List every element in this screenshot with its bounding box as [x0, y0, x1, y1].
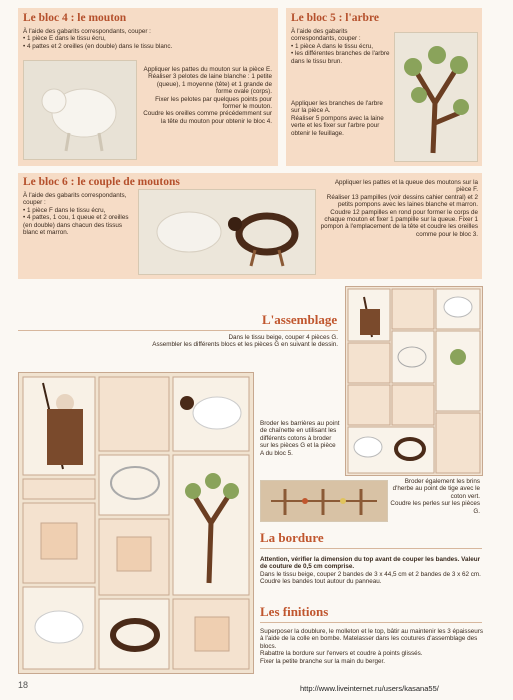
finitions-line: Superposer la doublure, le molleton et le top, bâtir au maintenir les 3 épaisseurs à l'aide de la colle en bombe. Matelasser dans les coutures d'assemblage des blocs. [260, 628, 483, 650]
bordure-line: Dans le tissu beige, couper 2 bandes de 3 x 44,5 cm et 2 bandes de 3 x 62 cm. Coudre les bandes tout autour du panneau. [260, 570, 481, 586]
bloc6-title: Le bloc 6 : le couple de moutons [23, 176, 180, 188]
bloc6-intro-line: • 1 pièce F dans le tissu écru, [23, 206, 106, 214]
bordure-warning: Attention, vérifier la dimension du top avant de couper les bandes. Valeur de couture de 0,5 cm comprise. [260, 556, 481, 571]
tree-illustration [395, 33, 477, 161]
bloc5-tree-photo [394, 32, 478, 162]
bloc4-panel [18, 8, 278, 166]
bloc6-intro-line: • 4 pattes, 1 cou, 1 queue et 2 oreilles (en double) dans chacun des tissus blanc et marron. [23, 214, 129, 237]
quilt-photo [18, 372, 254, 674]
herbe-text [390, 478, 480, 515]
assemblage-line: Assembler les différents blocs et les pièces G en suivant le dessin. [152, 341, 338, 349]
finitions-line: Fixer la petite branche sur la main du berger. [260, 657, 385, 665]
herbe-line: Coudre les perles sur les pièces G. [390, 500, 480, 515]
bloc4-step: Coudre les oreilles comme précédemment sur la tête du mouton pour obtenir le bloc 4. [143, 110, 272, 125]
bloc5-step: Appliquer les branches de l'arbre sur la pièce A. [291, 100, 383, 115]
bordure-divider [260, 548, 482, 549]
bloc4-intro [23, 28, 223, 50]
finitions-line: Rabattre la bordure sur l'envers et coudre à points glissés. [260, 650, 423, 658]
barrieres-line: Broder les barrières au point de chaînette en utilisant les différents cotons à broder sur les pièces G et la pièce A du bloc 5. [260, 420, 340, 457]
assemblage-line: Dans le tissu beige, couper 4 pièces G. [228, 334, 338, 341]
assembly-diagram [345, 286, 483, 476]
assemblage-divider [18, 330, 338, 331]
bloc6-step: Réaliser 13 pampilles (voir dessins cahier central) et 2 petits pompons avec les laines blanche et marron. [326, 193, 478, 209]
bloc6-step: Appliquer les pattes et la queue des moutons sur la pièce F. [334, 179, 478, 194]
sheep-illustration [24, 61, 136, 159]
bloc4-steps [142, 66, 272, 125]
fence-illustration [261, 481, 387, 521]
bloc4-step: Réaliser 3 pelotes de laine blanche : 1 petite (queue), 1 moyenne (tête) et 1 grande de forme ovale (corps). [148, 73, 272, 96]
bloc5-intro-line: À l'aide des gabarits correspondants, couper : [291, 28, 361, 43]
assemblage-text [120, 334, 338, 349]
sheep-couple-illustration [139, 190, 315, 274]
finitions-text [260, 628, 484, 665]
bloc6-intro [23, 192, 133, 236]
bloc5-intro [291, 28, 391, 65]
bloc6-panel [18, 173, 482, 279]
bloc4-intro-line: • 4 pattes et 2 oreilles (en double) dans le tissu blanc. [23, 42, 173, 50]
bloc5-intro-line: • les différentes branches de l'arbre dans le tissu brun. [291, 50, 390, 65]
bloc4-sheep-photo [23, 60, 137, 160]
embroidery-detail-photo [260, 480, 388, 522]
page-number: 18 [18, 680, 29, 690]
bloc6-steps [320, 179, 478, 238]
bloc4-intro-line: • 1 pièce E dans le tissu écru, [23, 35, 106, 43]
finitions-title: Les finitions [260, 604, 329, 619]
bloc4-step: Fixer les pelotes par quelques points pour former le mouton. [155, 95, 272, 111]
assembly-diagram-drawing [346, 287, 482, 475]
footer-url[interactable]: http://www.liveinternet.ru/users/kasana55/ [300, 684, 439, 693]
bordure-text [260, 556, 484, 586]
bloc5-steps [291, 100, 387, 137]
bloc4-intro-line: À l'aide des gabarits correspondants, couper : [23, 28, 151, 35]
bloc6-intro-line: À l'aide des gabarits correspondants, couper : [23, 192, 127, 207]
finitions-divider [260, 622, 482, 623]
assemblage-title: L'assemblage [262, 312, 338, 327]
bloc5-panel [286, 8, 482, 166]
bloc5-title: Le bloc 5 : l'arbre [291, 12, 379, 24]
bloc5-intro-line: • 1 pièce A dans le tissu écru, [291, 42, 374, 50]
bordure-title: La bordure [260, 530, 324, 545]
bloc6-sheep-couple-photo [138, 189, 316, 275]
bloc5-step: Réaliser 5 pompons avec la laine verte et les fixer sur l'arbre pour obtenir le feuillage. [291, 114, 384, 137]
quilt-illustration [19, 373, 253, 673]
bloc4-title: Le bloc 4 : le mouton [23, 12, 127, 24]
herbe-line: Broder également les brins d'herbe au point de tige avec le coton vert. [392, 478, 480, 500]
bloc6-step: Coudre 12 pampilles en rond pour former le corps de chaque mouton et fixer 1 pampille sur la queue. Fixer 1 pompon à l'emplacement de la tête et coudre les oreilles comme pour le bloc 3. [320, 208, 478, 238]
bloc4-step: Appliquer les pattes du mouton sur la pièce E. [143, 66, 272, 73]
barrieres-text [260, 420, 340, 457]
